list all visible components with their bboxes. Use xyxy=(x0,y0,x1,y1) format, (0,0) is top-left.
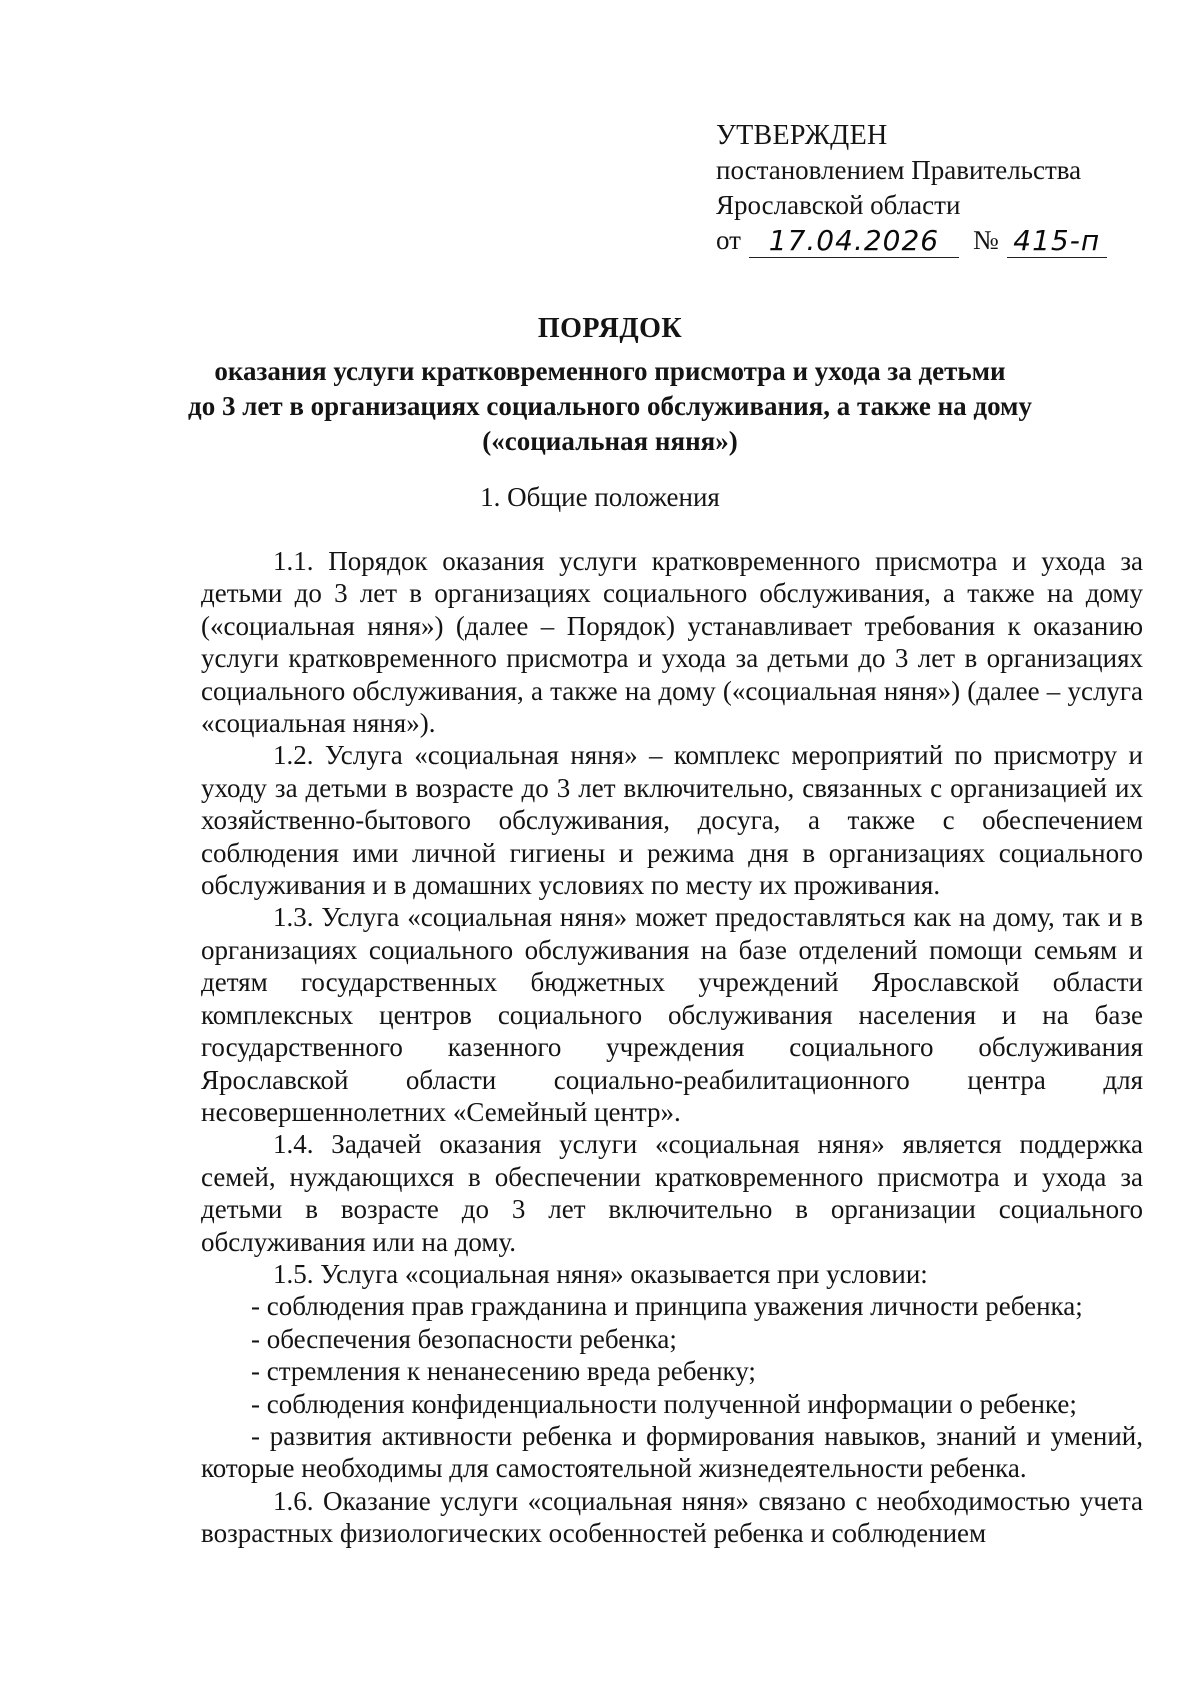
list-item: - соблюдения конфиденциальности полученной информации о ребенке; xyxy=(251,1388,1077,1419)
section-heading: 1. Общие положения xyxy=(480,482,720,512)
paragraph-1-6: 1.6. Оказание услуги «социальная няня» связано с необходимостью учета возрастных физиологических особенностей ребенка и соблюдением xyxy=(201,1485,1143,1549)
approval-stamp: УТВЕРЖДЕН xyxy=(716,120,888,151)
paragraph-1-5: 1.5. Услуга «социальная няня» оказывается при условии: xyxy=(273,1258,928,1289)
title-line-3: («социальная няня») xyxy=(482,426,738,456)
paragraph-1-2: 1.2. Услуга «социальная няня» – комплекс мероприятий по присмотру и уходу за детьми в возрасте до 3 лет включительно, связанных с организацией их хозяйственно-бытового обслуживания, досуга, а также с обеспечением соблюдения ими личной гигиены и режима дня в организациях социального обслуживания и в домашних условиях по месту их проживания. xyxy=(201,740,1143,901)
number-sign: № xyxy=(972,225,999,255)
title-line-1: оказания услуги кратковременного присмотра и ухода за детьми xyxy=(214,356,1006,386)
approval-block xyxy=(716,118,1156,258)
list-item: - обеспечения безопасности ребенка; xyxy=(251,1323,677,1354)
handwritten-date: 17.04.2026 xyxy=(749,226,959,258)
paragraph-1-3: 1.3. Услуга «социальная няня» может предоставляться как на дому, так и в организациях социального обслуживания на базе отделений помощи семьям и детям государственных бюджетных учреждений Ярославской области комплексных центров социального обслуживания населения и на базе государственного казенного учреждения социального обслуживания Ярославской области социально-реабилитационного центра для несовершеннолетних «Семейный центр». xyxy=(201,902,1143,1127)
title-line-2: до 3 лет в организациях социального обслуживания, а также на дому xyxy=(188,391,1032,421)
list-item: - развития активности ребенка и формирования навыков, знаний и умений, которые необходимы для самостоятельной жизнедеятельности ребенка. xyxy=(201,1420,1143,1484)
document-body xyxy=(201,545,1143,1550)
approval-date-line xyxy=(716,223,1156,258)
document-title xyxy=(160,311,1060,459)
list-item: - соблюдения прав гражданина и принципа уважения личности ребенка; xyxy=(251,1291,1083,1322)
handwritten-number: 415-п xyxy=(1007,226,1107,258)
list-item: - стремления к ненанесению вреда ребенку; xyxy=(251,1356,756,1387)
approval-line-1: постановлением Правительства xyxy=(716,155,1082,185)
title-main: ПОРЯДОК xyxy=(537,313,683,344)
date-prefix: от xyxy=(716,225,741,255)
paragraph-1-4: 1.4. Задачей оказания услуги «социальная няня» является поддержка семей, нуждающихся в обеспечении кратковременного присмотра и ухода за детьми в возрасте до 3 лет включительно в организации социального обслуживания или на дому. xyxy=(201,1129,1143,1257)
paragraph-1-1: 1.1. Порядок оказания услуги кратковременного присмотра и ухода за детьми до 3 лет в организациях социального обслуживания, а также на дому («социальная няня») (далее – Порядок) устанавливает требования к оказанию услуги кратковременного присмотра и ухода за детьми до 3 лет в организациях социального обслуживания, а также на дому («социальная няня») (далее – услуга «социальная няня»). xyxy=(201,546,1143,739)
approval-line-2: Ярославской области xyxy=(716,190,961,220)
